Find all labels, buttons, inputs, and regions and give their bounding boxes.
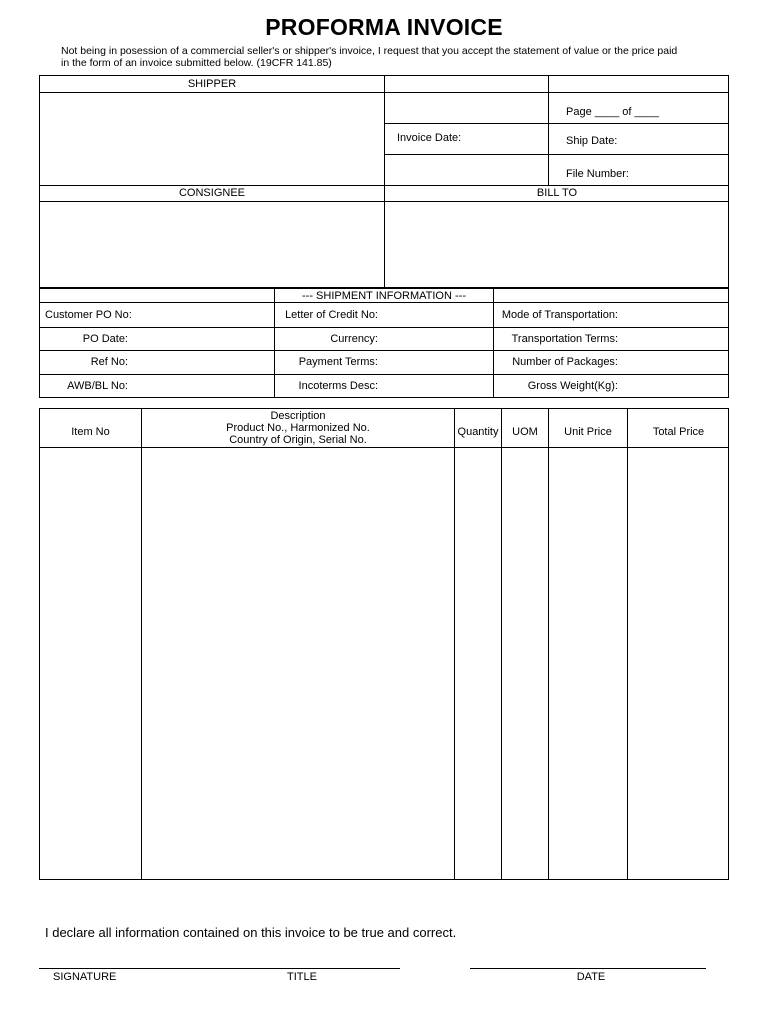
total-price-header: Total Price [652,426,705,438]
shipment-row-line-4 [39,374,729,375]
header-row-line-2 [384,123,729,124]
shipment-outer-border [39,288,729,398]
item-no-header: Item No [71,426,110,438]
items-col-divider-5 [627,408,628,880]
quantity-header: Quantity [457,426,499,438]
awb-bl-label: AWB/BL No: [67,380,128,392]
declaration-text: I declare all information contained on this invoice to be true and correct. [45,925,457,940]
shipment-row-line-3 [39,350,729,351]
intro-line-2: in the form of an invoice submitted below. (19CFR 141.85) [61,57,332,69]
description-header-line-2: Product No., Harmonized No. [226,422,370,434]
document-title: PROFORMA INVOICE [265,14,503,40]
gross-weight-label: Gross Weight(Kg): [527,380,618,392]
shipper-label: SHIPPER [187,78,237,90]
header-row-line-3 [384,154,729,155]
shipment-heading: --- SHIPMENT INFORMATION --- [302,290,466,302]
items-col-divider-1 [141,408,142,880]
uom-header: UOM [512,426,538,438]
file-number-label: File Number: [566,168,629,180]
intro-text [61,45,677,69]
unit-price-header: Unit Price [564,426,612,438]
signature-label: SIGNATURE [53,971,117,983]
shipment-row-line-1 [39,302,729,303]
items-outer-border [39,408,729,880]
header-row-line-4 [39,185,729,186]
items-col-divider-3 [501,408,502,880]
currency-label: Currency: [330,333,378,345]
bill-to-label: BILL TO [536,187,578,199]
consignee-label: CONSIGNEE [178,187,245,199]
items-col-divider-2 [454,408,455,880]
number-of-packages-label: Number of Packages: [512,356,618,368]
items-header-line [39,447,729,448]
incoterms-label: Incoterms Desc: [298,380,378,392]
header-vertical-divider [384,75,385,288]
intro-line-1: Not being in posession of a commercial seller's or shipper's invoice, I request that you accept the statement of value or the price paid [61,45,678,57]
header-row-line-5 [39,201,729,202]
mode-of-transportation-label: Mode of Transportation: [501,309,618,321]
date-line [470,968,706,969]
header-row-line-1 [39,92,729,93]
ref-no-label: Ref No: [90,356,128,368]
description-header-line-1: Description [270,410,326,422]
signature-line [39,968,400,969]
invoice-date-label: Invoice Date: [397,132,462,144]
po-date-label: PO Date: [82,333,128,345]
title-label: TITLE [287,971,317,983]
customer-po-label: Customer PO No: [45,309,132,321]
shipment-row-line-2 [39,327,729,328]
items-col-divider-4 [548,408,549,880]
transportation-terms-label: Transportation Terms: [511,333,618,345]
page-label: Page ____ of ____ [566,106,659,118]
letter-of-credit-label: Letter of Credit No: [285,309,378,321]
payment-terms-label: Payment Terms: [298,356,378,368]
date-label: DATE [576,971,606,983]
ship-date-label: Ship Date: [566,135,618,147]
description-header-line-3: Country of Origin, Serial No. [229,434,367,446]
